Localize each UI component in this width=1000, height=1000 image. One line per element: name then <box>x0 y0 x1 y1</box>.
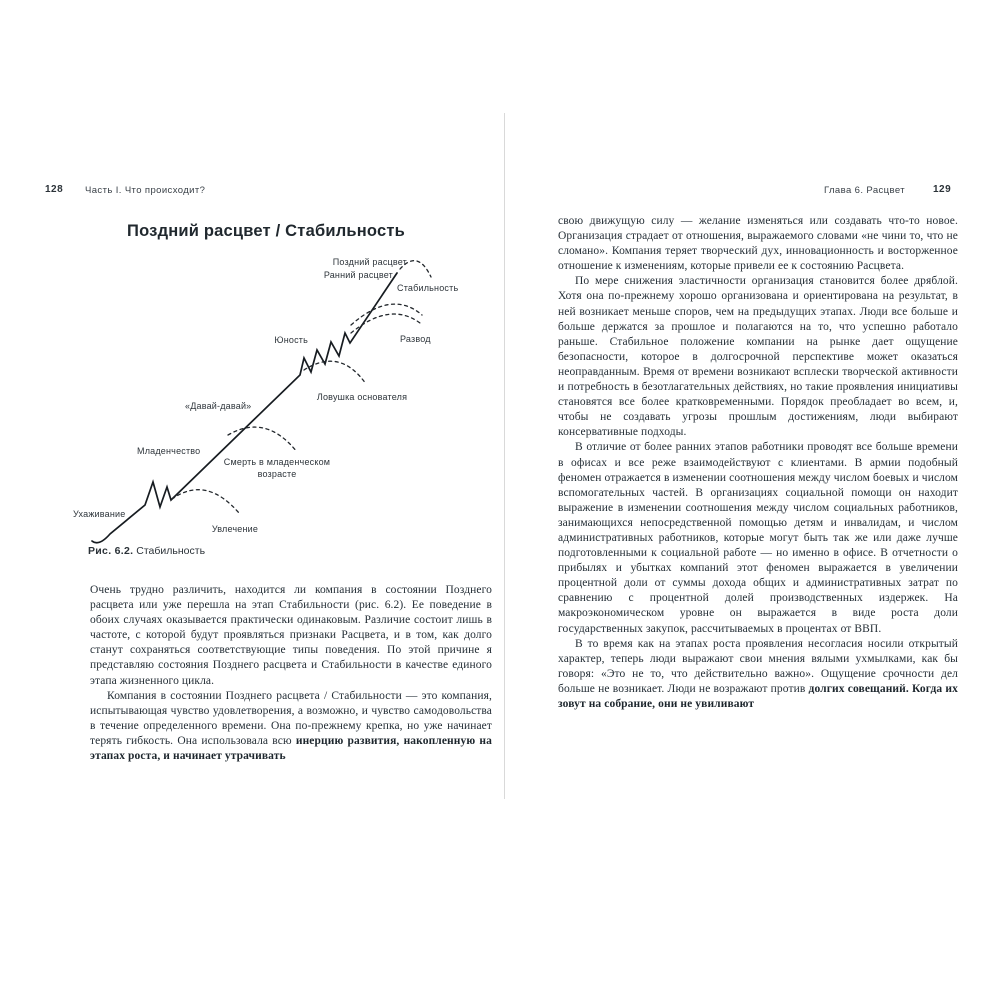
left-body-text <box>90 583 492 764</box>
paragraph: В отличие от более ранних этапов работники проводят все больше времени в офисах и все реже взаимодействуют с клиентами. В армии подобный феномен отражается в изменении соотношения между числом боевых и числом вспомогательных частей. В организациях социальной помощи он находит выражение в изменении соотношения между числом социальных работников, занимающихся непосредственной помощью детям и инвалидам, и числом административных работников, которые могут быть так же или даже лучше подготовленными к социальной работе — но именно в офисе. В отчетности о прибылях и убытках компаний этот феномен выражается в увеличении процентной доли от суммы дохода общих и административных затрат по сравнению с процентной долей производственных издержек. На макроэкономическом уровне он выражается в виде роста доли государственных закупок, рассчитываемых в процентах от ВВП. <box>558 441 958 635</box>
right-running-head: Глава 6. Расцвет <box>823 185 905 196</box>
lifecycle-diagram <box>70 248 465 548</box>
paragraph <box>558 637 958 712</box>
infant-death-arc <box>228 427 297 452</box>
label-late-prime: Поздний расцвет <box>332 257 407 267</box>
page-gutter-line <box>504 113 505 799</box>
label-adolescence: Юность <box>274 335 308 345</box>
paragraph-bold-text: долгих совещаний. Когда их зовут на собрание, они не увиливают <box>558 682 958 710</box>
paragraph <box>90 689 492 764</box>
figure-caption-title: Стабильность <box>136 545 206 557</box>
label-go-go: «Давай-давай» <box>185 401 252 411</box>
label-courtship: Ухаживание <box>73 509 126 519</box>
right-body-text <box>558 214 958 712</box>
paragraph-text: Компания в состоянии Позднего расцвета / Стабильности — это компания, испытывающая чувство удовлетворения, а возможно, и чувство самодовольства в течение определенного времени. Она по-прежнему крепка, но уже начинает терять гибкость. Она использовала всю <box>90 689 492 747</box>
label-infancy: Младенчество <box>137 446 201 456</box>
chapter-section-title: Поздний расцвет / Стабильность <box>127 222 405 241</box>
figure-caption-label: Рис. 6.2. <box>88 545 134 557</box>
left-running-head: Часть I. Что происходит? <box>85 185 206 196</box>
figure-caption <box>88 545 205 557</box>
affair-arc <box>172 490 239 513</box>
left-page-number: 128 <box>45 184 64 195</box>
label-affair: Увлечение <box>211 524 259 534</box>
paragraph: свою движущую силу — желание изменяться или создавать что-то новое. Организация страдает от отношения, выражаемого словами «не чини то, что не сломано». Компания теряет творческий дух, инновационность и восторженное отношение к изменениям, которые привели ее к состоянию Расцвета. <box>558 215 958 273</box>
right-page-number: 129 <box>933 184 952 195</box>
label-early-prime: Ранний расцвет <box>323 270 393 280</box>
paragraph-text: В то время как на этапах роста проявления несогласия носили открытый характер, теперь люди выражают свои мнения вялыми ухмылками, как бы говоря: «Это не то, что действительно важно». Ощущение срочности дел больше не возникает. Люди не возражают против <box>558 637 958 695</box>
paragraph-bold-text: инерцию развития, накопленную на этапах роста, и начинает утрачивать <box>90 734 493 763</box>
label-infant-death-line1: Смерть в младенческом <box>223 457 331 467</box>
label-stability: Стабильность <box>397 283 459 293</box>
paragraph: Очень трудно различить, находится ли компания в состоянии Позднего расцвета или уже перешла на этап Стабильности (рис. 6.2). Ее поведение в обоих случаях оказывается практически одинаковым. Различие состоит лишь в частоте, с которой будут проявляться признаки Расцвета, и в том, как долго станут сохраняться соответствующие типы поведения. По этой причине я представляю состояния Позднего расцвета и Стабильности в качестве единого этапа жизненного цикла. <box>90 584 492 687</box>
label-divorce: Развод <box>400 334 431 344</box>
label-founder-trap: Ловушка основателя <box>316 392 408 402</box>
paragraph: По мере снижения эластичности организация становится более дряблой. Хотя она по-прежнему хорошо организована и ориентирована на результат, в ней возникает меньше споров, чем на предыдущих этапах. Люди все больше и больше держатся за прошлое и полагаются на то, что успешно работало раньше. Стабильное положение компании на рынке дает ощущение безопасности, которое в долгосрочной перспективе может оказаться неоправданным. Время от времени возникают всплески творческой активности и потребность в безотлагательных действиях, но такие проявления инициативы становятся все более кратковременными. Порядок преобладает во всем, и, чтобы не создавать угрозы прошлым достижениям, люди выбирают консервативные подходы. <box>558 275 958 439</box>
label-infant-death-line2: возрасте <box>257 469 297 479</box>
